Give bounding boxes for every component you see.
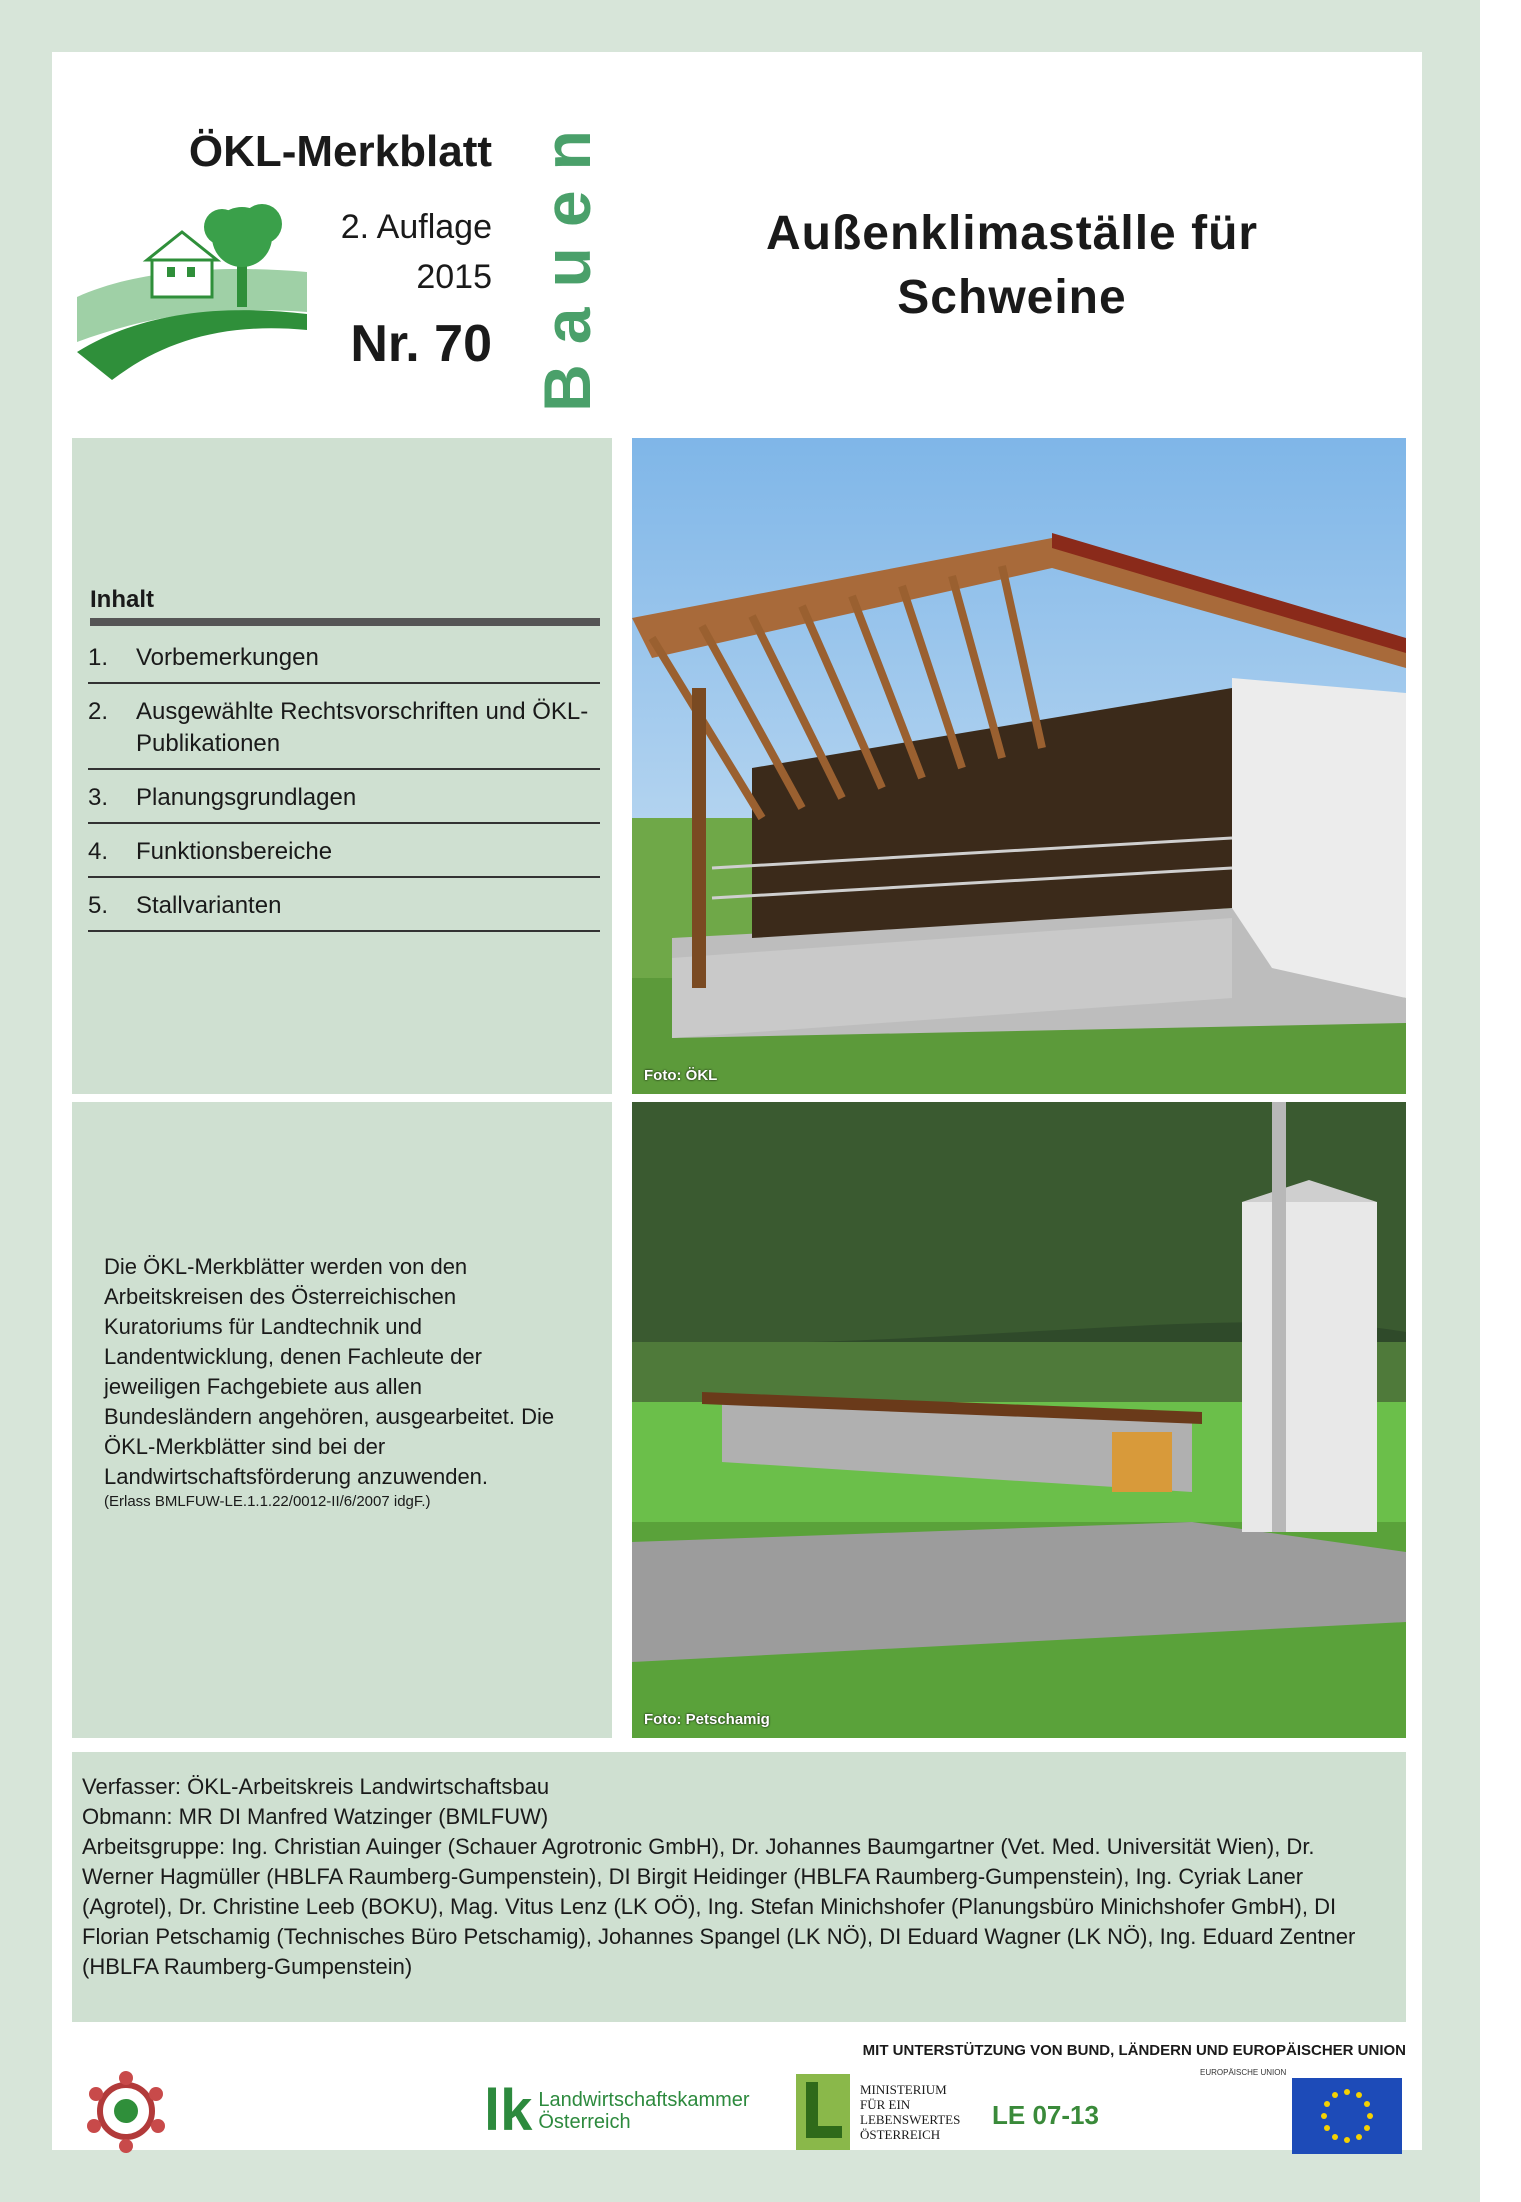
- ministry-line-4: ÖSTERREICH: [860, 2127, 941, 2142]
- toc-item[interactable]: [88, 770, 600, 824]
- obmann-line: Obmann: MR DI Manfred Watzinger (BMLFUW): [82, 1804, 549, 1829]
- title-line-2: Schweine: [897, 271, 1127, 324]
- ministry-text: [860, 2082, 960, 2142]
- toc-item-label: Funktionsbereiche: [136, 838, 333, 865]
- toc-item-label: Vorbemerkungen: [136, 644, 319, 671]
- ministry-mark-icon: [796, 2074, 850, 2150]
- lk-mark: lk: [484, 2078, 533, 2143]
- document-title: [652, 202, 1372, 330]
- toc-list: [88, 630, 600, 932]
- note-reference: (Erlass BMLFUW-LE.1.1.22/0012-II/6/2007 idgF.): [104, 1493, 431, 1510]
- support-text: MIT UNTERSTÜTZUNG VON BUND, LÄNDERN UND EUROPÄISCHER UNION: [862, 2042, 1406, 2059]
- le-logo: LE 07-13: [992, 2100, 1099, 2130]
- eu-flag-icon: [1292, 2078, 1402, 2154]
- toc-panel: [72, 438, 612, 1094]
- ministry-line-1: MINISTERIUM: [860, 2082, 947, 2097]
- note-text-block: [104, 1252, 574, 1512]
- toc-item[interactable]: [88, 824, 600, 878]
- toc-item-number: 3.: [88, 784, 109, 811]
- toc-item[interactable]: [88, 684, 600, 770]
- lk-logo: [484, 2078, 750, 2143]
- okl-logo: [72, 202, 312, 382]
- lk-line-2: Österreich: [538, 2111, 631, 2133]
- arbeitsgruppe-line: Arbeitsgruppe: Ing. Christian Auinger (Schauer Agrotronic GmbH), Dr. Johannes Baumgartner (Vet. Med. Universität Wien), Dr. Werner Hagmüller (HBLFA Raumberg-Gumpenstein), DI Birgit Heidinger (HBLFA Raumberg-Gumpenstein), Ing. Cyriak Laner (Agrotel), Dr. Christine Leeb (BOKU), Mag. Vitus Lenz (LK OÖ), Ing. Stefan Minichshofer (Planungsbüro Minichshofer GmbH), DI Florian Petschamig (Technisches Büro Petschamig), Johannes Spangel (LK NÖ), DI Eduard Wagner (LK NÖ), Ing. Eduard Zentner (HBLFA Raumberg-Gumpenstein): [82, 1834, 1356, 1979]
- toc-item-number: 1.: [88, 644, 109, 671]
- ring-logo-icon: [76, 2066, 176, 2156]
- farm-illustration: [632, 1102, 1406, 1738]
- title-line-1: Außenklimaställe für: [765, 207, 1259, 260]
- toc-item[interactable]: [88, 878, 600, 932]
- ministry-logo: [796, 2074, 960, 2150]
- note-text: Die ÖKL-Merkblätter werden von den Arbeitskreisen des Österreichischen Kuratoriums für Landtechnik und Landentwicklung, denen Fachleute der jeweiligen Fachgebiete aus allen Bundesländern angehören, ausgearbeitet. Die ÖKL-Merkblätter sind bei der Landwirtschaftsförderung anzuwenden.: [104, 1254, 555, 1489]
- eu-caption: EUROPÄISCHE UNION: [1200, 2068, 1287, 2077]
- toc-item[interactable]: [88, 630, 600, 684]
- edition-label: 2. Auflage: [340, 208, 492, 246]
- lk-text: [538, 2089, 749, 2133]
- farm-photo: [632, 1102, 1406, 1738]
- category-vertical: [502, 76, 632, 446]
- edition-info: [282, 202, 492, 302]
- photo-credit: Foto: Petschamig: [644, 1711, 770, 1728]
- issue-number: Nr. 70: [350, 315, 492, 373]
- ministry-line-2: FÜR EIN: [860, 2097, 911, 2112]
- authors-text: [82, 1772, 1392, 1982]
- toc-item-label: Planungsgrundlagen: [136, 784, 357, 811]
- series-title: ÖKL-Merkblatt: [188, 127, 492, 176]
- document-page: [52, 52, 1422, 2150]
- category-label: Bauen: [530, 110, 604, 412]
- ministry-line-3: LEBENSWERTES: [860, 2112, 961, 2127]
- toc-item-number: 4.: [88, 838, 109, 865]
- barn-photo: [632, 438, 1406, 1094]
- note-panel: [72, 1102, 612, 1738]
- toc-item-label: Ausgewählte Rechtsvorschriften und ÖKL-Publikationen: [136, 698, 589, 757]
- barn-illustration: [632, 438, 1406, 1094]
- photo-credit: Foto: ÖKL: [644, 1067, 718, 1084]
- lk-line-1: Landwirtschaftskammer: [538, 2089, 750, 2111]
- authors-panel: [72, 1752, 1406, 2022]
- edition-year: 2015: [416, 258, 492, 296]
- toc-item-label: Stallvarianten: [136, 892, 282, 919]
- toc-item-number: 2.: [88, 698, 109, 725]
- toc-item-number: 5.: [88, 892, 109, 919]
- verfasser-line: Verfasser: ÖKL-Arbeitskreis Landwirtschaftsbau: [82, 1774, 550, 1799]
- toc-heading: Inhalt: [90, 586, 600, 626]
